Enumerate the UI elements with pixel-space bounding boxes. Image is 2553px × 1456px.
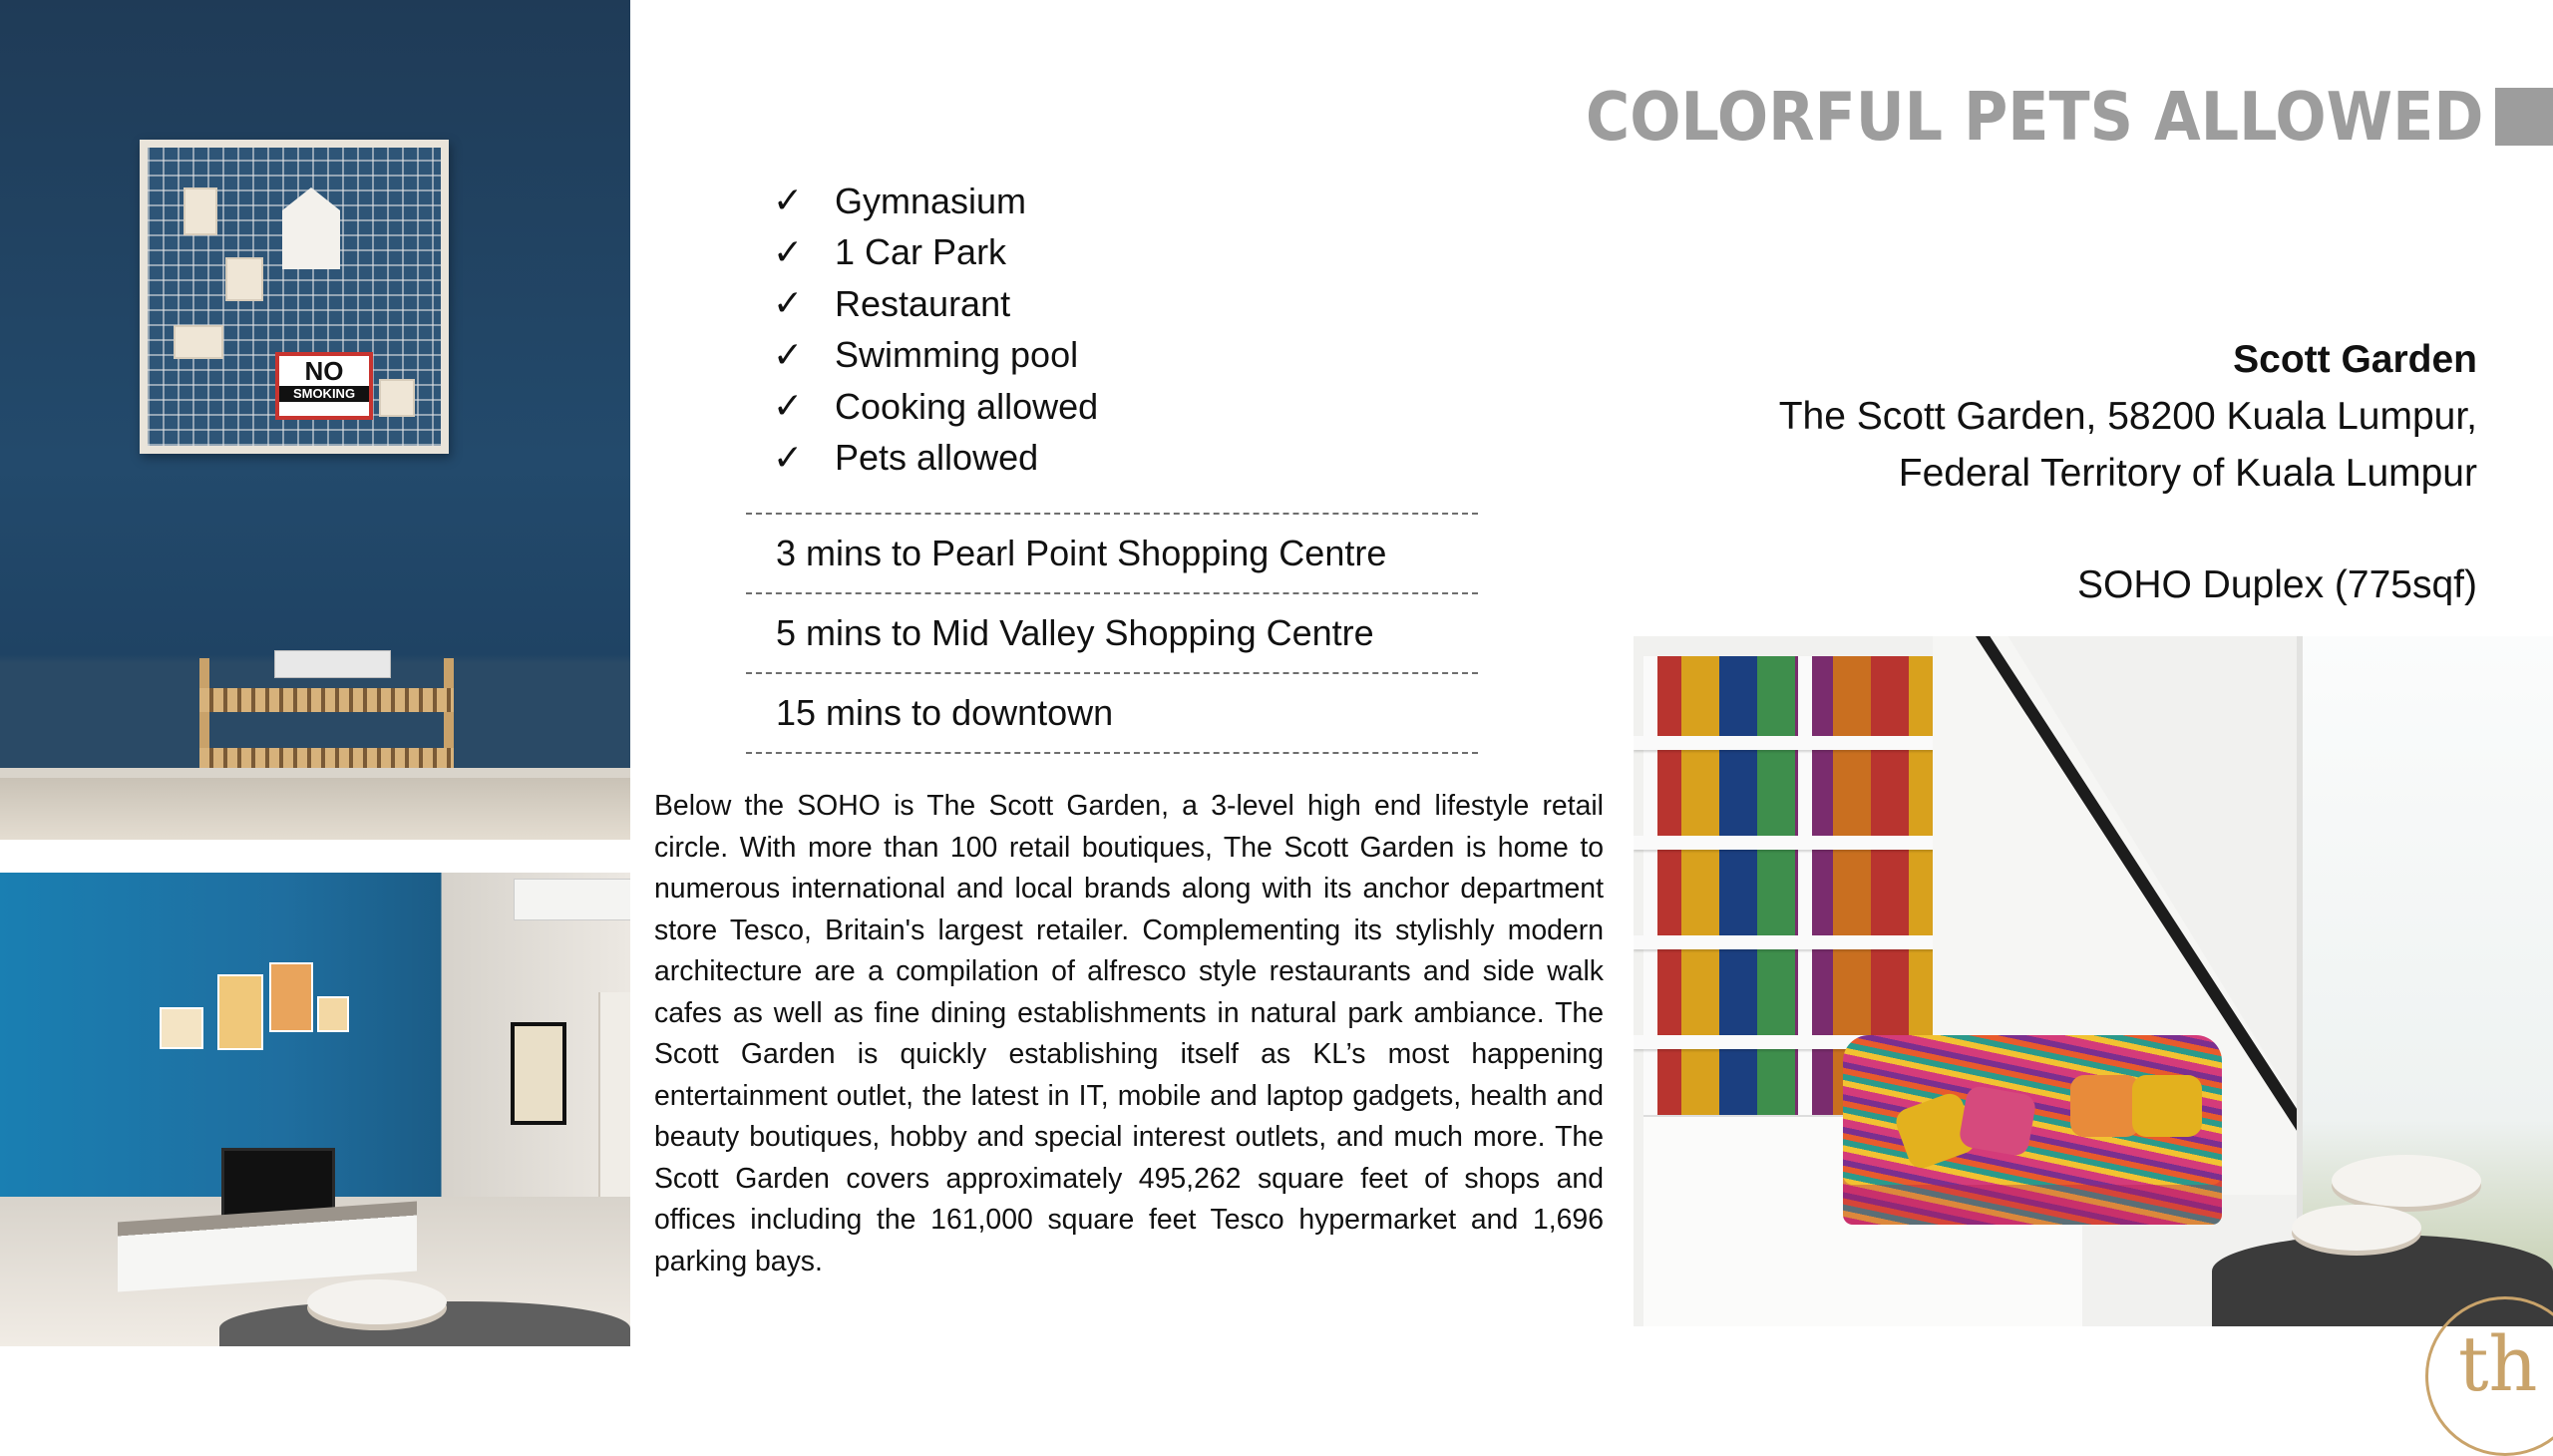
- distance-item: 5 mins to Mid Valley Shopping Centre: [746, 592, 1478, 672]
- wall-art: [317, 996, 349, 1032]
- memo-photo: [225, 257, 263, 301]
- amenity-item: [773, 330, 1098, 382]
- striped-pillow: [2070, 1075, 2140, 1137]
- memo-photo: [379, 379, 415, 417]
- wall-art: [217, 974, 263, 1050]
- check-icon: ✓: [773, 334, 804, 376]
- amenity-label: Swimming pool: [835, 334, 1079, 376]
- door: [598, 992, 630, 1232]
- amenity-label: Restaurant: [835, 282, 1011, 324]
- side-table: [2332, 1155, 2481, 1207]
- skirting-board: [0, 768, 630, 778]
- amenity-item: [773, 433, 1098, 485]
- house-sign: [282, 187, 340, 269]
- photo-colorful-shelves-sofa: [1634, 636, 2553, 1326]
- brand-logo-monogram: th: [2458, 1319, 2538, 1408]
- distance-item: 15 mins to downtown: [746, 672, 1478, 754]
- wall-art: [160, 1007, 203, 1049]
- property-info: [1779, 331, 2477, 613]
- check-icon: ✓: [773, 437, 804, 479]
- check-icon: ✓: [773, 181, 804, 222]
- property-address-line-2: Federal Territory of Kuala Lumpur: [1898, 452, 2477, 495]
- wall-art: [269, 962, 313, 1032]
- air-conditioner: [514, 879, 630, 920]
- amenity-item: [773, 278, 1098, 330]
- no-smoking-sign-bottom: SMOKING: [279, 386, 369, 402]
- amenity-item: [773, 227, 1098, 279]
- page-title: COLORFUL PETS ALLOWED: [1585, 78, 2483, 156]
- memo-photo: [174, 325, 223, 359]
- amenity-label: Cooking allowed: [835, 385, 1099, 427]
- description-paragraph: Below the SOHO is The Scott Garden, a 3-level high end lifestyle retail circle. With more than 100 retail boutiques, The Scott Garden is home to numerous international and local brands along with its anchor department store Tesco, Britain's largest retailer. Complementing its stylishly modern architecture are a compilation of alfresco style restaurants and side walk cafes as well as fine dining establishments in natural park ambiance. The Scott Garden is quickly establishing itself as KL’s most happening entertainment outlet, the latest in IT, mobile and laptop gadgets, health and beauty boutiques, hobby and special interest outlets, and much more. The Scott Garden covers approximately 495,262 square feet of shops and offices including the 161,000 square feet Tesco hypermarket and 1,696 parking bays.: [654, 790, 1604, 1277]
- check-icon: ✓: [773, 386, 804, 428]
- photo-living-room: [0, 873, 630, 1346]
- side-table: [2292, 1205, 2421, 1251]
- amenities-list: [773, 176, 1098, 484]
- coffee-table: [307, 1279, 447, 1324]
- yellow-pillow: [2132, 1075, 2202, 1137]
- check-icon: ✓: [773, 231, 804, 273]
- memo-board: [140, 140, 449, 454]
- amenity-item: [773, 176, 1098, 227]
- floor: [0, 778, 630, 840]
- amenity-label: Pets allowed: [835, 437, 1039, 479]
- page-heading-block: [1486, 78, 2553, 156]
- no-smoking-sign: [275, 352, 373, 420]
- property-name: Scott Garden: [2233, 338, 2477, 381]
- amenity-item: [773, 381, 1098, 433]
- rack-shelf: [199, 688, 454, 712]
- check-icon: ✓: [773, 283, 804, 325]
- memo-photo: [183, 187, 217, 235]
- amenity-label: Gymnasium: [835, 180, 1027, 221]
- distance-item: 3 mins to Pearl Point Shopping Centre: [746, 513, 1478, 592]
- no-smoking-sign-top: NO: [304, 356, 344, 386]
- photo-blue-wall-memo-board: [0, 0, 630, 840]
- property-address-line-1: The Scott Garden, 58200 Kuala Lumpur,: [1778, 395, 2477, 438]
- distances-list: [746, 513, 1478, 754]
- property-unit-type: SOHO Duplex (775sqf): [2077, 563, 2477, 606]
- framed-picture: [511, 1022, 566, 1125]
- striped-pillow: [1958, 1084, 2037, 1157]
- amenity-label: 1 Car Park: [835, 231, 1007, 273]
- heading-accent-bar: [2495, 88, 2553, 146]
